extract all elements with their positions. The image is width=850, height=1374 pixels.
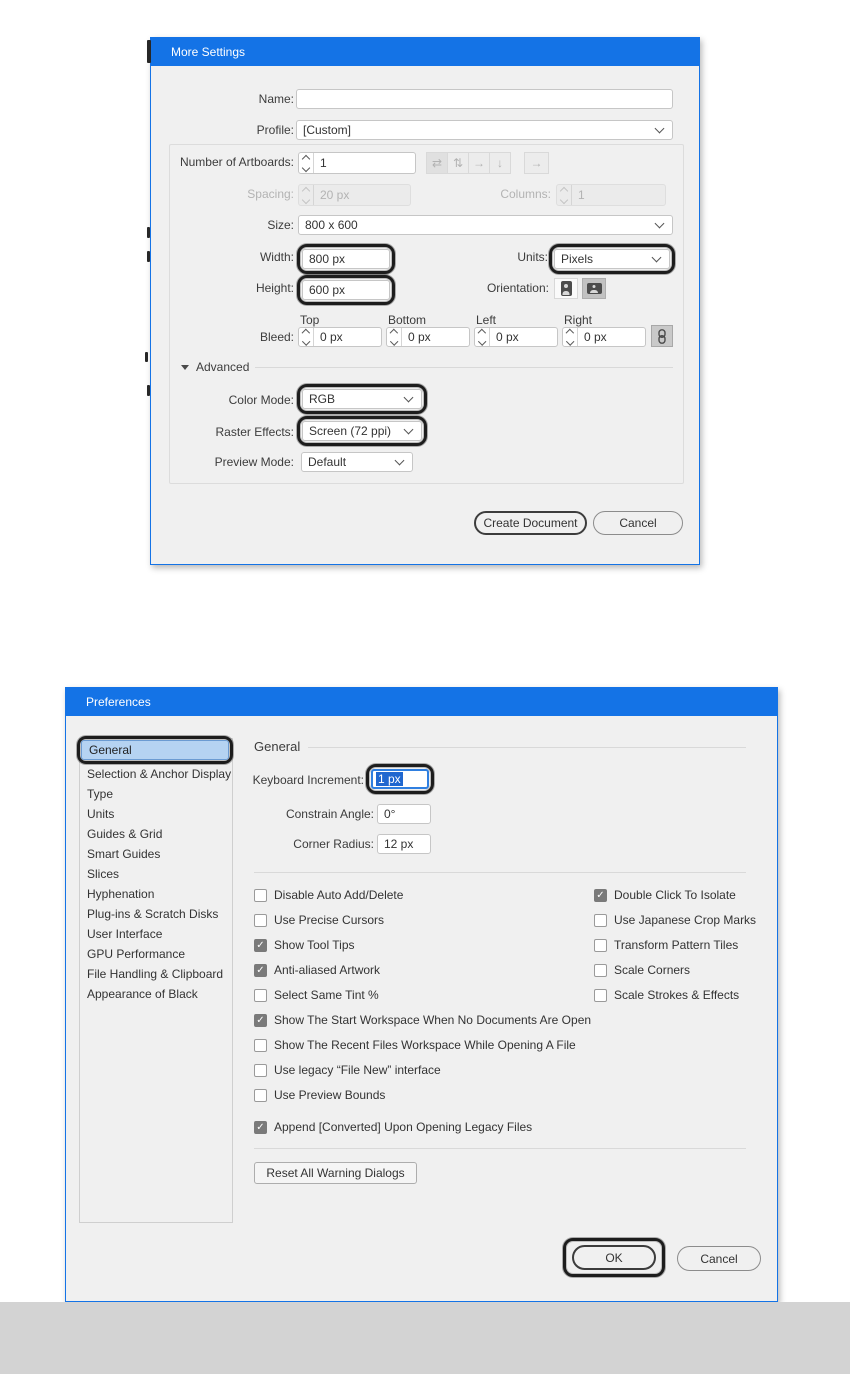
- spinner-arrows-icon[interactable]: [299, 153, 314, 173]
- units-value: Pixels: [561, 252, 594, 266]
- spacing-value: 20 px: [320, 188, 350, 202]
- cancel-button[interactable]: [677, 1246, 761, 1271]
- create-document-button[interactable]: [474, 511, 587, 535]
- units-annotation-ring: [549, 244, 675, 274]
- bleed-label: Bleed:: [259, 330, 294, 344]
- checkbox-icon[interactable]: [254, 1089, 267, 1102]
- checkbox-icon[interactable]: ✓: [254, 1121, 267, 1134]
- preview-mode-value: Default: [308, 455, 347, 469]
- artboards-stepper[interactable]: [298, 152, 416, 174]
- checkbox-label: Use Japanese Crop Marks: [614, 913, 757, 927]
- sidebar-item-type[interactable]: Type: [87, 787, 114, 801]
- sidebar-item-guides-grid[interactable]: Guides & Grid: [87, 827, 163, 841]
- profile-dropdown[interactable]: [296, 120, 673, 140]
- chevron-down-icon: [404, 393, 414, 403]
- reset-warning-dialogs-button[interactable]: [254, 1162, 417, 1184]
- constrain-angle-input[interactable]: [377, 804, 431, 824]
- checkbox-icon[interactable]: ✓: [254, 964, 267, 977]
- annotation-artifact: [145, 352, 148, 362]
- bleed-left-value: 0 px: [496, 330, 519, 344]
- checkbox-label: Show The Start Workspace When No Documents Are Open: [274, 1013, 592, 1027]
- spacing-stepper: [298, 184, 411, 206]
- raster-effects-label: Raster Effects:: [215, 425, 294, 439]
- size-label: Size:: [267, 218, 294, 232]
- checkbox-icon[interactable]: [254, 989, 267, 1002]
- checkbox-use-legacy-file-new[interactable]: [254, 1062, 441, 1078]
- columns-label: Columns:: [500, 187, 551, 201]
- checkbox-show-tool-tips[interactable]: [254, 937, 355, 953]
- height-label: Height:: [255, 281, 294, 295]
- checkbox-label: Transform Pattern Tiles: [614, 938, 739, 952]
- portrait-icon: [561, 281, 572, 296]
- checkbox-icon[interactable]: [254, 889, 267, 902]
- desktop-background: [0, 1302, 850, 1374]
- create-document-label: Create Document: [483, 516, 578, 530]
- spinner-arrows-icon[interactable]: [563, 328, 578, 346]
- bleed-left-label: Left: [476, 313, 497, 327]
- chevron-down-icon: [655, 219, 665, 229]
- checkbox-label: Append [Converted] Upon Opening Legacy Files: [274, 1120, 533, 1134]
- chain-link-icon: [657, 329, 667, 344]
- units-label: Units:: [517, 250, 548, 264]
- corner-radius-label: Corner Radius:: [293, 837, 374, 851]
- sidebar-item-selection-anchor-display[interactable]: Selection & Anchor Display: [87, 767, 232, 781]
- checkbox-label: Use Preview Bounds: [274, 1088, 386, 1102]
- checkbox-select-same-tint[interactable]: [254, 987, 379, 1003]
- width-label: Width:: [259, 250, 294, 264]
- name-input[interactable]: [296, 89, 673, 109]
- checkbox-label: Show Tool Tips: [274, 938, 355, 952]
- checkbox-label: Disable Auto Add/Delete: [274, 888, 404, 902]
- cancel-label: Cancel: [619, 516, 657, 530]
- checkbox-use-preview-bounds[interactable]: [254, 1087, 385, 1103]
- checkbox-label: Anti-aliased Artwork: [274, 963, 381, 977]
- divider: [254, 872, 746, 873]
- artboard-arrange-group: [426, 152, 511, 174]
- orientation-landscape-button[interactable]: [582, 278, 606, 299]
- checkbox-icon[interactable]: [594, 939, 607, 952]
- general-annotation-ring: [77, 736, 233, 764]
- constrain-angle-value: 0°: [384, 807, 396, 821]
- annotation-artifact: [147, 251, 150, 262]
- section-title: General: [254, 739, 301, 754]
- bleed-top-value: 0 px: [320, 330, 343, 344]
- checkbox-icon[interactable]: ✓: [254, 939, 267, 952]
- height-value: 600 px: [309, 283, 346, 297]
- ok-button[interactable]: [572, 1245, 656, 1270]
- orientation-portrait-button[interactable]: [554, 278, 578, 299]
- spinner-arrows-icon[interactable]: [299, 328, 314, 346]
- preferences-titlebar[interactable]: [66, 688, 777, 716]
- checkbox-scale-corners[interactable]: [594, 962, 690, 978]
- color-mode-annotation-ring: [297, 384, 427, 414]
- keyboard-increment-value: 1 px: [378, 772, 401, 786]
- spacing-label: Spacing:: [247, 187, 294, 201]
- checkbox-icon[interactable]: [594, 914, 607, 927]
- columns-value: 1: [578, 188, 585, 202]
- checkbox-label: Show The Recent Files Workspace While Opening A File: [274, 1038, 576, 1052]
- units-dropdown[interactable]: [554, 249, 670, 269]
- sidebar-item-general[interactable]: [81, 740, 229, 760]
- color-mode-dropdown[interactable]: [302, 389, 422, 409]
- chevron-down-icon: [404, 425, 414, 435]
- artboards-label: Number of Artboards:: [179, 155, 294, 169]
- height-annotation-ring: [297, 275, 395, 305]
- orientation-label: Orientation:: [486, 281, 549, 295]
- sidebar-item-user-interface[interactable]: User Interface: [87, 927, 163, 941]
- bleed-bottom-label: Bottom: [388, 313, 427, 327]
- constrain-angle-label: Constrain Angle:: [285, 807, 374, 821]
- checkbox-double-click-to-isolate[interactable]: [594, 887, 736, 903]
- name-label: Name:: [258, 92, 294, 106]
- height-input[interactable]: [302, 280, 390, 300]
- bleed-bottom-stepper[interactable]: [386, 327, 470, 347]
- sidebar-item-hyphenation[interactable]: Hyphenation: [87, 887, 155, 901]
- checkbox-icon[interactable]: ✓: [254, 1014, 267, 1027]
- annotation-artifact: [147, 40, 151, 63]
- profile-label: Profile:: [256, 123, 294, 137]
- checkbox-label: Scale Corners: [614, 963, 691, 977]
- preview-mode-label: Preview Mode:: [214, 455, 294, 469]
- cancel-button[interactable]: [593, 511, 683, 535]
- sidebar-item-smart-guides[interactable]: Smart Guides: [87, 847, 161, 861]
- corner-radius-input[interactable]: [377, 834, 431, 854]
- bleed-bottom-value: 0 px: [408, 330, 431, 344]
- chevron-down-icon: [652, 253, 662, 263]
- more-settings-dialog: [150, 37, 700, 565]
- corner-radius-value: 12 px: [384, 837, 414, 851]
- advanced-collapse-icon[interactable]: [181, 365, 189, 370]
- checkbox-icon[interactable]: [254, 1064, 267, 1077]
- raster-effects-value: Screen (72 ppi): [309, 424, 392, 438]
- spinner-arrows-icon[interactable]: [475, 328, 490, 346]
- preferences-dialog: [65, 687, 778, 1302]
- ok-annotation-ring: [563, 1238, 665, 1277]
- checkbox-append-converted[interactable]: [254, 1119, 532, 1135]
- sidebar-item-label: General: [89, 743, 132, 757]
- reset-warning-dialogs-label: Reset All Warning Dialogs: [266, 1166, 405, 1180]
- keyboard-increment-input[interactable]: [371, 769, 429, 789]
- sidebar-item-units[interactable]: Units: [87, 807, 115, 821]
- more-settings-titlebar[interactable]: [151, 38, 699, 66]
- checkbox-label: Use Precise Cursors: [274, 913, 385, 927]
- advanced-label[interactable]: Advanced: [196, 360, 250, 374]
- arrange-by-column-icon[interactable]: ↓: [489, 152, 511, 174]
- bleed-right-stepper[interactable]: [562, 327, 646, 347]
- preferences-title: Preferences: [86, 695, 151, 709]
- advanced-divider: [255, 367, 673, 368]
- checkbox-label: Use legacy “File New” interface: [274, 1063, 441, 1077]
- size-value: 800 x 600: [305, 218, 358, 232]
- divider: [254, 1148, 746, 1149]
- bleed-link-toggle[interactable]: [651, 325, 673, 347]
- width-input[interactable]: [302, 249, 390, 269]
- bleed-right-value: 0 px: [584, 330, 607, 344]
- sidebar-item-appearance-of-black[interactable]: Appearance of Black: [87, 987, 198, 1001]
- arrange-grid-by-column-icon[interactable]: ⇅: [447, 152, 469, 174]
- columns-stepper: [556, 184, 666, 206]
- spinner-arrows-icon: [299, 185, 314, 205]
- preview-mode-dropdown[interactable]: [301, 452, 413, 472]
- ok-label: OK: [605, 1250, 623, 1265]
- raster-effects-dropdown[interactable]: [302, 421, 422, 441]
- checkbox-show-start-workspace[interactable]: [254, 1012, 591, 1028]
- landscape-icon: [587, 283, 602, 294]
- spinner-arrows-icon[interactable]: [387, 328, 402, 346]
- raster-effects-annotation-ring: [297, 416, 427, 446]
- sidebar-item-plugins-scratch-disks[interactable]: Plug-ins & Scratch Disks: [87, 907, 219, 921]
- checkbox-icon[interactable]: [254, 1039, 267, 1052]
- sidebar-item-slices[interactable]: Slices: [87, 867, 120, 881]
- chevron-down-icon: [395, 456, 405, 466]
- checkbox-transform-pattern-tiles[interactable]: [594, 937, 738, 953]
- artboards-value: 1: [320, 156, 327, 170]
- sidebar-list: [79, 764, 233, 1004]
- chevron-down-icon: [655, 124, 665, 134]
- bleed-top-stepper[interactable]: [298, 327, 382, 347]
- checkbox-show-recent-files-workspace[interactable]: [254, 1037, 576, 1053]
- size-dropdown[interactable]: [298, 215, 673, 235]
- sidebar-item-file-handling-clipboard[interactable]: File Handling & Clipboard: [87, 967, 224, 981]
- checkbox-anti-aliased-artwork[interactable]: [254, 962, 380, 978]
- checkbox-scale-strokes-effects[interactable]: [594, 987, 739, 1003]
- change-artboard-order-icon[interactable]: →: [524, 152, 549, 174]
- more-settings-title: More Settings: [171, 45, 246, 59]
- cancel-label: Cancel: [700, 1251, 738, 1266]
- keyboard-increment-label: Keyboard Increment:: [252, 773, 364, 787]
- annotation-artifact: [147, 227, 150, 238]
- bleed-right-label: Right: [564, 313, 593, 327]
- checkbox-icon[interactable]: ✓: [594, 889, 607, 902]
- width-value: 800 px: [309, 252, 346, 266]
- checkbox-icon[interactable]: [254, 914, 267, 927]
- bleed-left-stepper[interactable]: [474, 327, 558, 347]
- checkbox-icon[interactable]: [594, 964, 607, 977]
- profile-value: [Custom]: [303, 123, 352, 137]
- arrange-grid-by-row-icon[interactable]: ⇄: [426, 152, 448, 174]
- keyboard-increment-annotation-ring: [366, 764, 434, 794]
- width-annotation-ring: [297, 244, 395, 274]
- section-divider: [308, 747, 746, 748]
- checkbox-disable-auto-add-delete[interactable]: [254, 887, 403, 903]
- checkbox-use-japanese-crop-marks[interactable]: [594, 912, 756, 928]
- checkbox-use-precise-cursors[interactable]: [254, 912, 384, 928]
- checkbox-label: Select Same Tint %: [274, 988, 379, 1002]
- color-mode-value: RGB: [309, 392, 336, 406]
- checkbox-label: Double Click To Isolate: [614, 888, 736, 902]
- checkbox-label: Scale Strokes & Effects: [614, 988, 740, 1002]
- checkbox-icon[interactable]: [594, 989, 607, 1002]
- bleed-top-label: Top: [300, 313, 320, 327]
- color-mode-label: Color Mode:: [228, 393, 294, 407]
- annotation-artifact: [147, 385, 150, 396]
- sidebar-item-gpu-performance[interactable]: GPU Performance: [87, 947, 186, 961]
- arrange-by-row-icon[interactable]: →: [468, 152, 490, 174]
- spinner-arrows-icon: [557, 185, 572, 205]
